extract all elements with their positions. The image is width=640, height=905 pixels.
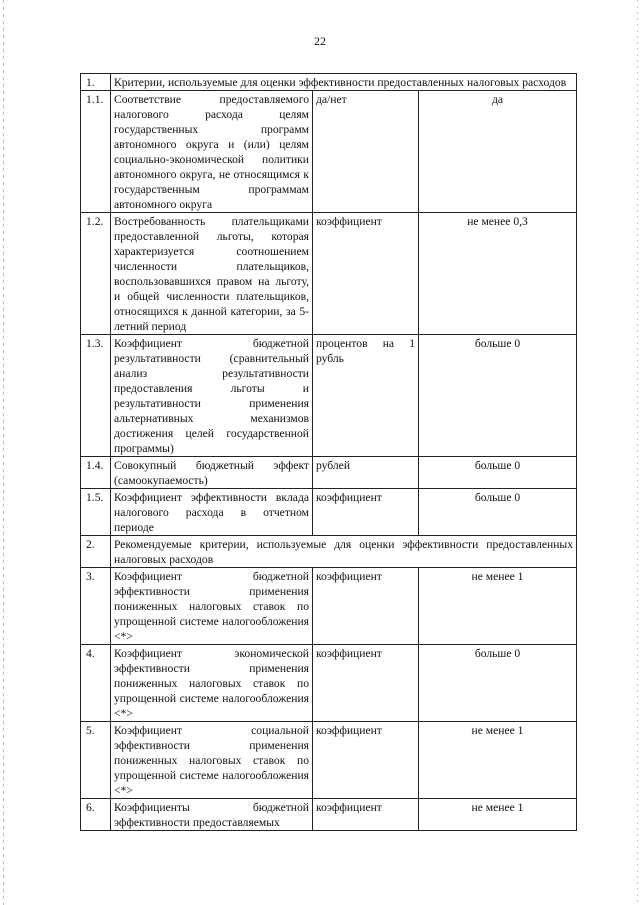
row-number: 1.2. — [81, 213, 111, 335]
row-number: 6. — [81, 799, 111, 831]
criterion-value: больше 0 — [419, 335, 577, 457]
criterion-name: Совокупный бюджетный эффект (самоокупаемость) — [111, 457, 313, 489]
row-number: 2. — [81, 536, 111, 568]
row-number: 1.4. — [81, 457, 111, 489]
criterion-name: Коэффициент эффективности вклада налогового расхода в отчетном периоде — [111, 489, 313, 536]
criterion-name: Коэффициент бюджетной результативности (сравнительный анализ результативности предоставления льготы и результативности применения альтернативных механизмов достижения целей государственной программы) — [111, 335, 313, 457]
criterion-name: Соответствие предоставляемого налогового расхода целям государственных программ автономного округа и (или) целям социально-экономической политики автономного округа, не относящимся к государственным программам автономного округа — [111, 91, 313, 213]
scan-edge-right — [637, 0, 638, 905]
row-number: 1.5. — [81, 489, 111, 536]
table-row — [81, 489, 577, 536]
criterion-name: Коэффициенты бюджетной эффективности предоставляемых — [111, 799, 313, 831]
section-heading: Критерии, используемые для оценки эффективности предоставленных налоговых расходов — [111, 74, 577, 91]
criterion-unit: коэффициент — [313, 568, 419, 645]
criterion-name: Коэффициент экономической эффективности применения пониженных налоговых ставок по упрощенной системе налогообложения <*> — [111, 645, 313, 722]
criterion-unit: коэффициент — [313, 213, 419, 335]
criterion-value: больше 0 — [419, 645, 577, 722]
section-heading: Рекомендуемые критерии, используемые для оценки эффективности предоставленных налоговых расходов — [111, 536, 577, 568]
page-number: 22 — [314, 34, 326, 48]
criterion-unit: коэффициент — [313, 645, 419, 722]
criterion-value: не менее 1 — [419, 799, 577, 831]
table-row-section-2 — [81, 536, 577, 568]
criteria-table — [80, 73, 577, 831]
criterion-name: Коэффициент социальной эффективности применения пониженных налоговых ставок по упрощенной системе налогообложения <*> — [111, 722, 313, 799]
table-row — [81, 799, 577, 831]
scan-edge-left — [3, 0, 4, 905]
criterion-value: не менее 1 — [419, 722, 577, 799]
criterion-name: Коэффициент бюджетной эффективности применения пониженных налоговых ставок по упрощенной системе налогообложения <*> — [111, 568, 313, 645]
criterion-value: не менее 0,3 — [419, 213, 577, 335]
criterion-unit: коэффициент — [313, 489, 419, 536]
row-number: 1.3. — [81, 335, 111, 457]
criterion-value: да — [419, 91, 577, 213]
row-number: 5. — [81, 722, 111, 799]
table-row-section-1 — [81, 74, 577, 91]
row-number: 1. — [81, 74, 111, 91]
table-row — [81, 213, 577, 335]
criterion-value: не менее 1 — [419, 568, 577, 645]
criterion-name: Востребованность плательщиками предоставленной льготы, которая характеризуется соотношением численности плательщиков, воспользовавшихся правом на льготу, и общей численности плательщиков, относящихся к данной категории, за 5-летний период — [111, 213, 313, 335]
table-row — [81, 645, 577, 722]
criterion-unit: да/нет — [313, 91, 419, 213]
table-row — [81, 457, 577, 489]
criterion-value: больше 0 — [419, 457, 577, 489]
criterion-unit: рублей — [313, 457, 419, 489]
criterion-unit: процентов на 1 рубль — [313, 335, 419, 457]
row-number: 1.1. — [81, 91, 111, 213]
table-row — [81, 568, 577, 645]
table-row — [81, 335, 577, 457]
row-number: 3. — [81, 568, 111, 645]
criterion-unit: коэффициент — [313, 722, 419, 799]
table-row — [81, 722, 577, 799]
criterion-unit: коэффициент — [313, 799, 419, 831]
row-number: 4. — [81, 645, 111, 722]
criterion-value: больше 0 — [419, 489, 577, 536]
table-row — [81, 91, 577, 213]
